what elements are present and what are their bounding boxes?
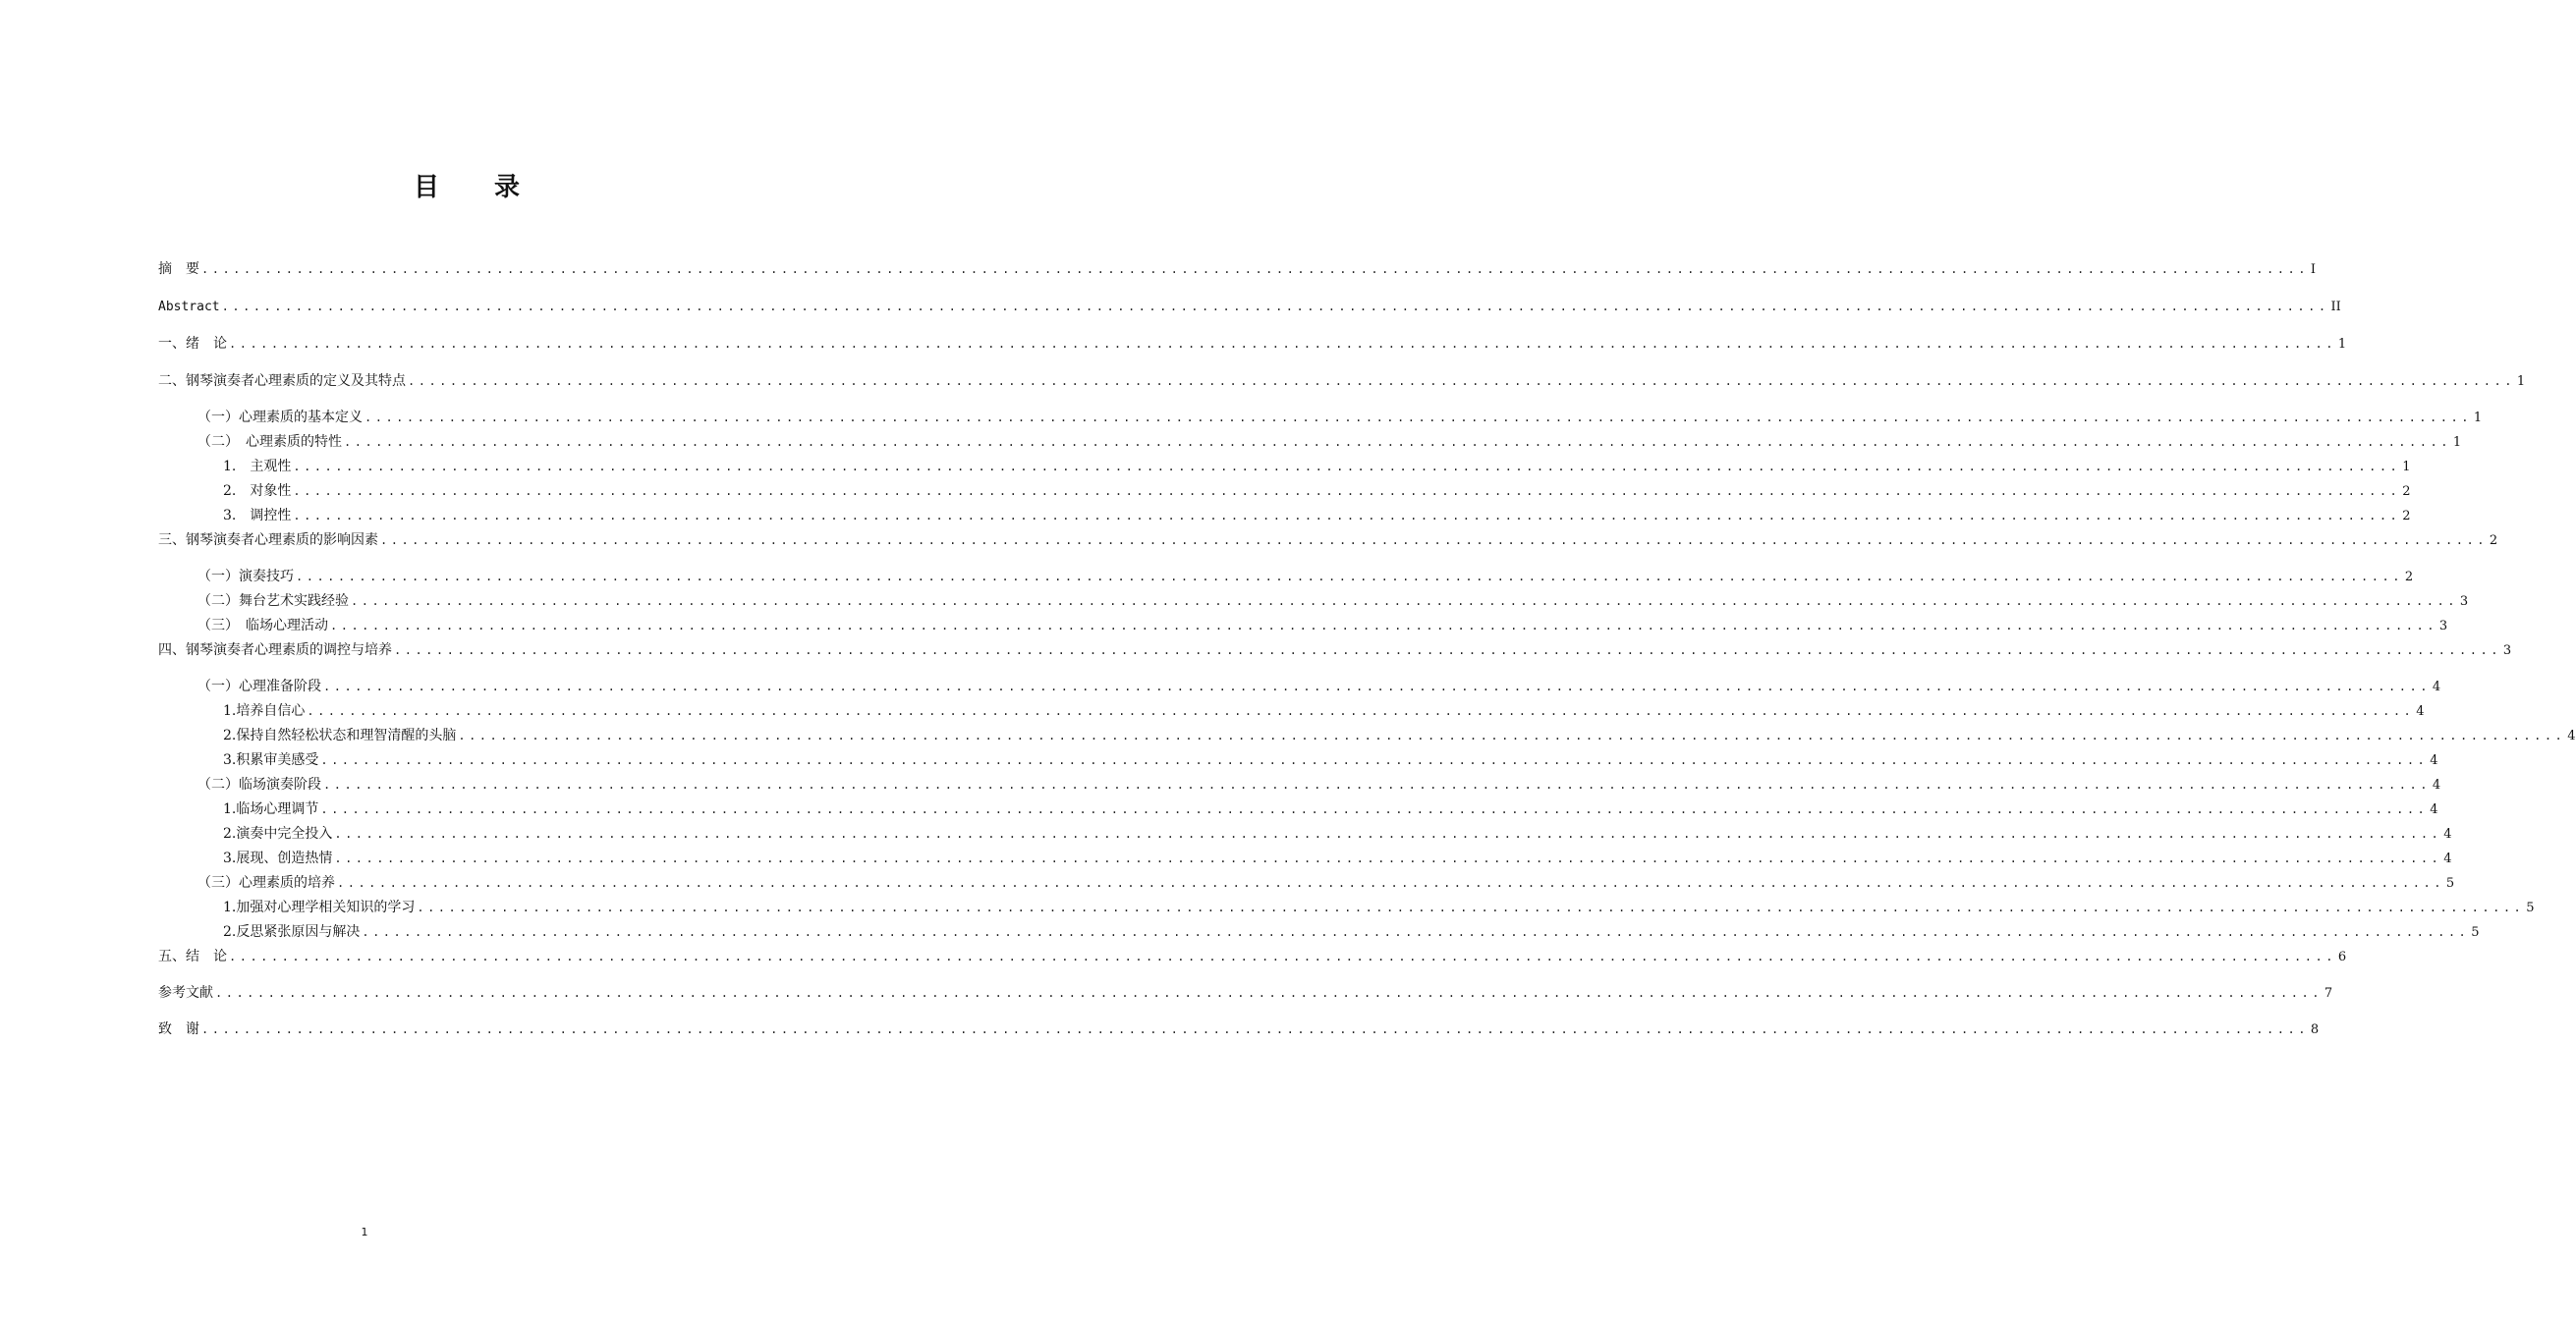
toc-entry[interactable]	[158, 332, 2347, 356]
toc-entry-page-number: 5	[2526, 901, 2535, 915]
toc-leader-dots: ........................................................................................................................................................................................................	[293, 484, 2401, 498]
toc-entry-label: 一、绪 论	[158, 336, 227, 352]
toc-entry-page-number: 4	[2432, 778, 2441, 793]
toc-entry[interactable]	[197, 614, 2448, 637]
toc-entry-label: Abstract	[158, 300, 220, 314]
toc-entry-label: 五、结 论	[158, 949, 227, 964]
toc-entry[interactable]	[197, 589, 2469, 613]
toc-leader-dots: ........................................................................................................................................................................................................	[380, 533, 2488, 547]
toc-leader-dots: ........................................................................................................................................................................................................	[296, 570, 2403, 583]
toc-entry-page-number: 4	[2430, 802, 2438, 817]
toc-leader-dots: ........................................................................................................................................................................................................	[337, 876, 2444, 890]
toc-entry-page-number: 2	[2402, 509, 2411, 523]
toc-entry-label: （二）临场演奏阶段	[197, 777, 321, 793]
toc-entry-label: 1.培养自信心	[223, 703, 306, 719]
toc-entry[interactable]	[158, 981, 2333, 1005]
toc-entry-label: 1.加强对心理学相关知识的学习	[223, 900, 416, 915]
toc-entry-page-number: 3	[2438, 619, 2448, 633]
toc-entry-page-number: 4	[2416, 704, 2425, 719]
toc-entry-label: 致 谢	[158, 1021, 199, 1037]
toc-entry-page-number: 2	[2404, 570, 2414, 584]
toc-entry-page-number: 4	[2443, 852, 2452, 866]
toc-entry-page-number: 5	[2445, 876, 2455, 891]
toc-entry-page-number: 8	[2310, 1022, 2320, 1037]
toc-entry-page-number: 1	[2452, 435, 2462, 450]
toc-entry-page-number: 3	[2502, 643, 2512, 658]
toc-entry-label: 1. 主观性	[223, 459, 292, 474]
toc-entry-page-number: 4	[2430, 753, 2438, 768]
toc-entry[interactable]	[223, 896, 2535, 919]
toc-leader-dots: ........................................................................................................................................................................................................	[364, 411, 2472, 424]
toc-entry-label: （二）舞台艺术实践经验	[197, 593, 349, 609]
toc-entry-label: 2.演奏中完全投入	[223, 826, 333, 842]
toc-leader-dots: ........................................................................................................................................................................................................	[330, 619, 2437, 632]
toc-leader-dots: ........................................................................................................................................................................................................	[320, 753, 2429, 767]
toc-leader-dots: ........................................................................................................................................................................................................	[394, 643, 2501, 657]
toc-entry-page-number: 2	[2402, 484, 2411, 499]
toc-leader-dots: ........................................................................................................................................................................................................	[344, 435, 2451, 449]
toc-entry-label: 四、钢琴演奏者心理素质的调控与培养	[158, 642, 392, 658]
toc-entry[interactable]	[197, 565, 2414, 588]
toc-entry[interactable]	[158, 945, 2347, 968]
toc-entry-page-number: I	[2310, 262, 2317, 277]
toc-leader-dots: ........................................................................................................................................................................................................	[320, 802, 2429, 816]
toc-entry-page-number: 1	[2516, 374, 2526, 389]
toc-entry-page-number: 5	[2471, 925, 2480, 940]
toc-entry-page-number: 2	[2489, 533, 2498, 548]
toc-entry[interactable]	[223, 798, 2438, 821]
toc-entry-label: 1.临场心理调节	[223, 801, 319, 817]
toc-entry-label: 3. 调控性	[223, 508, 292, 523]
toc-entry-label: 2.保持自然轻松状态和理智清醒的头脑	[223, 728, 457, 743]
toc-entry[interactable]	[158, 528, 2498, 552]
toc-entry-label: （三） 临场心理活动	[197, 618, 328, 633]
toc-entry-label: 参考文献	[158, 985, 213, 1001]
toc-leader-dots: ........................................................................................................................................................................................................	[293, 460, 2401, 473]
toc-entry-page-number: II	[2330, 300, 2341, 314]
toc-entry-page-number: 7	[2324, 986, 2333, 1001]
toc-entry-label: （一）演奏技巧	[197, 569, 294, 584]
toc-leader-dots: ........................................................................................................................................................................................................	[229, 337, 2336, 351]
toc-entry[interactable]	[223, 748, 2438, 772]
toc-entry-page-number: 1	[2337, 337, 2347, 352]
toc-entry-label: 3.展现、创造热情	[223, 851, 333, 866]
toc-entry-page-number: 4	[2567, 729, 2576, 743]
toc-entry-label: （一）心理素质的基本定义	[197, 410, 363, 425]
toc-entry[interactable]	[197, 430, 2462, 454]
toc-leader-dots: ........................................................................................................................................................................................................	[221, 300, 2329, 313]
toc-leader-dots: ........................................................................................................................................................................................................	[334, 827, 2442, 841]
toc-entry[interactable]	[223, 920, 2480, 944]
toc-leader-dots: ........................................................................................................................................................................................................	[351, 594, 2458, 608]
toc-leader-dots: ........................................................................................................................................................................................................	[201, 262, 2309, 276]
toc-leader-dots: ........................................................................................................................................................................................................	[293, 509, 2401, 522]
toc-leader-dots: ........................................................................................................................................................................................................	[362, 925, 2470, 939]
toc-entry-label: 2. 对象性	[223, 483, 292, 499]
toc-entry-page-number: 1	[2402, 460, 2411, 474]
toc-leader-dots: ........................................................................................................................................................................................................	[417, 901, 2525, 914]
toc-entry-page-number: 1	[2473, 411, 2483, 425]
toc-entry-label: （一）心理准备阶段	[197, 679, 321, 694]
toc-entry-page-number: 4	[2432, 680, 2441, 694]
toc-leader-dots: ........................................................................................................................................................................................................	[323, 778, 2431, 792]
toc-entry-label: 摘 要	[158, 261, 199, 277]
toc-entry[interactable]	[197, 773, 2441, 797]
toc-leader-dots: ........................................................................................................................................................................................................	[458, 729, 2566, 742]
toc-entry[interactable]	[158, 1018, 2320, 1041]
toc-entry[interactable]	[223, 724, 2576, 747]
toc-entry-label: （三）心理素质的培养	[197, 875, 335, 891]
toc-entry-page-number: 4	[2443, 827, 2452, 842]
toc-entry[interactable]	[197, 871, 2455, 895]
toc-entry[interactable]	[158, 638, 2512, 662]
toc-entry-label: 2.反思紧张原因与解决	[223, 924, 361, 940]
toc-entry-label: 二、钢琴演奏者心理素质的定义及其特点	[158, 373, 406, 389]
toc-entry-page-number: 6	[2337, 950, 2347, 964]
toc-entry[interactable]	[223, 455, 2411, 478]
page-number-footer: 1	[361, 1226, 368, 1238]
toc-entry-page-number: 3	[2459, 594, 2469, 609]
toc-entry[interactable]	[223, 699, 2425, 723]
toc-leader-dots: ........................................................................................................................................................................................................	[323, 680, 2431, 693]
toc-entry-label: 三、钢琴演奏者心理素质的影响因素	[158, 532, 378, 548]
toc-entry[interactable]	[223, 847, 2452, 870]
toc-entry[interactable]	[158, 369, 2526, 393]
toc-leader-dots: ........................................................................................................................................................................................................	[229, 950, 2336, 963]
toc-entry[interactable]	[197, 406, 2483, 429]
toc-leader-dots: ........................................................................................................................................................................................................	[215, 986, 2323, 1000]
toc-entry[interactable]	[158, 295, 2341, 318]
page-title: 目录	[413, 173, 575, 202]
toc-entry-label: 3.积累审美感受	[223, 752, 319, 768]
toc-entry[interactable]	[223, 504, 2411, 527]
toc-entry[interactable]	[197, 675, 2441, 698]
toc-leader-dots: ........................................................................................................................................................................................................	[408, 374, 2515, 388]
toc-entry[interactable]	[223, 479, 2411, 503]
toc-entry[interactable]	[158, 257, 2317, 281]
toc-leader-dots: ........................................................................................................................................................................................................	[334, 852, 2442, 865]
toc-leader-dots: ........................................................................................................................................................................................................	[201, 1022, 2309, 1036]
toc-entry-label: （二） 心理素质的特性	[197, 434, 342, 450]
toc-leader-dots: ........................................................................................................................................................................................................	[307, 704, 2415, 718]
toc-entry[interactable]	[223, 822, 2452, 846]
